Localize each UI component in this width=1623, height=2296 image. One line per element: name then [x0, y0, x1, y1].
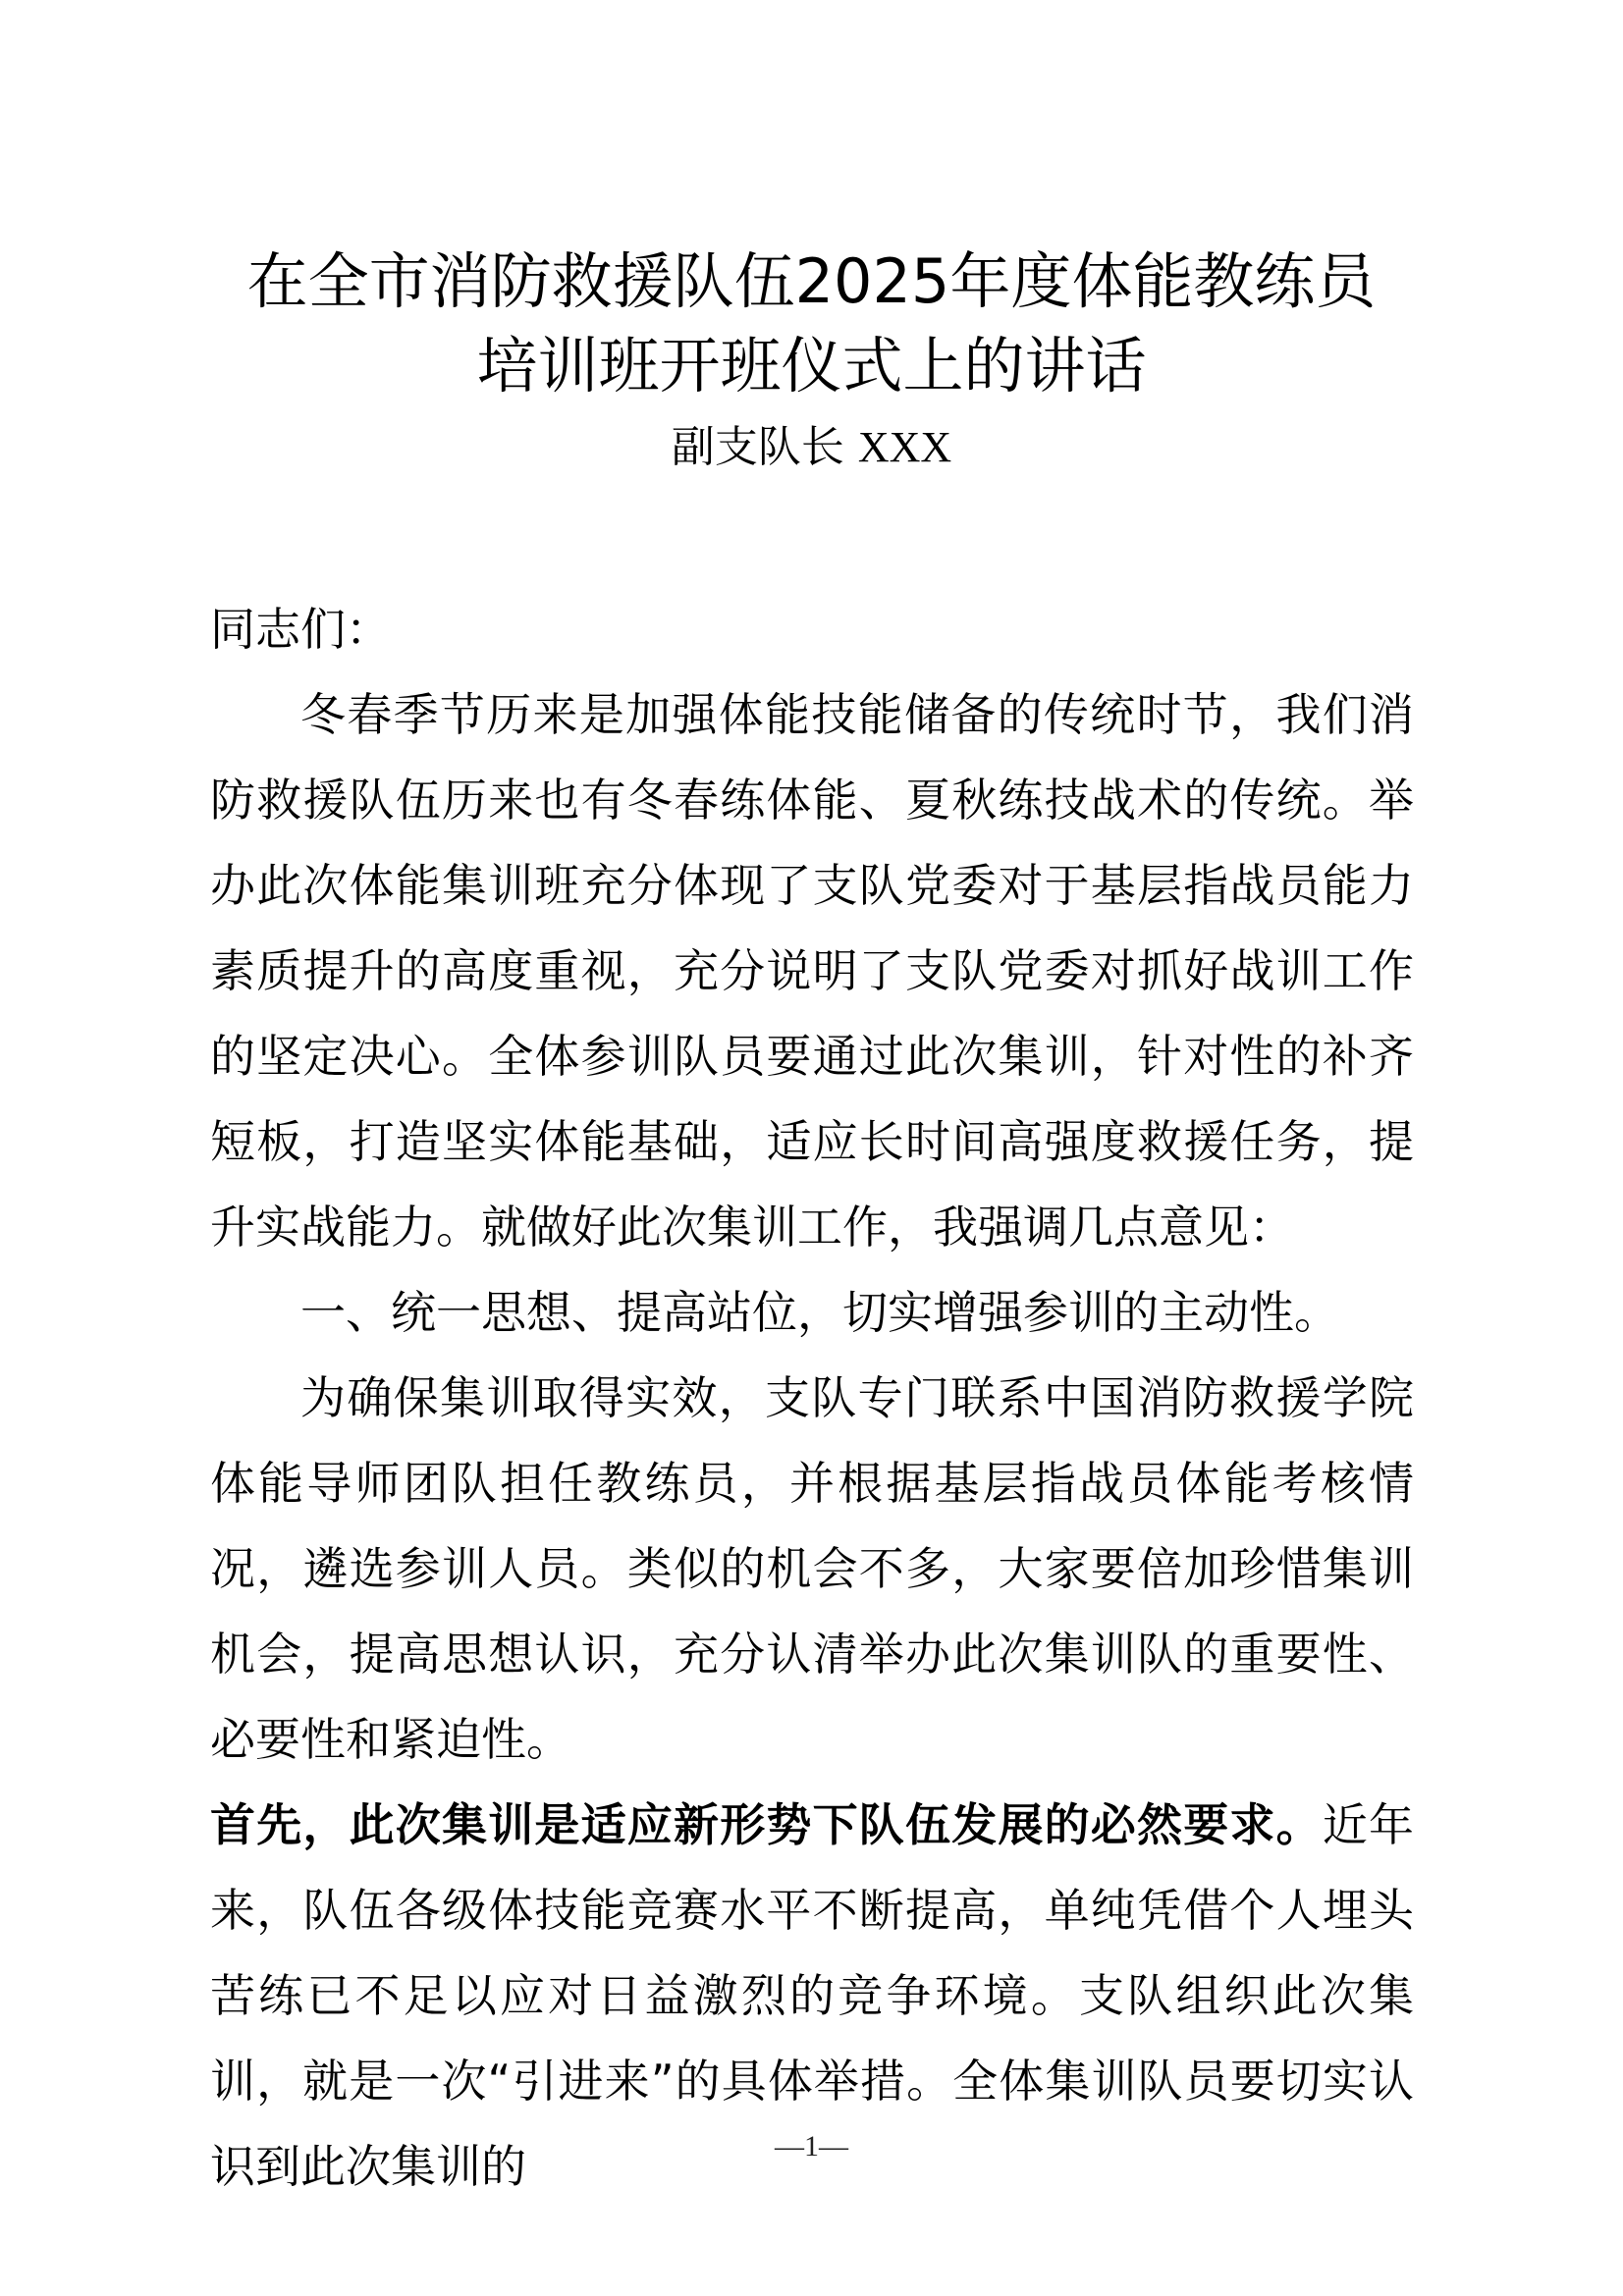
document-title — [0, 240, 1623, 408]
section-heading-1: 一、统一思想、提高站位，切实增强参训的主动性。 — [300, 1286, 1339, 1339]
paragraph-section-1: 为确保集训取得实效，支队专门联系中国消防救援学院体能导师团队担任教练员，并根据基层指战员体能考核情况，遴选参训人员。类似的机会不多，大家要倍加珍惜集训机会，提高思想认识，充分认清举办此次集训队的重要性、必要性和紧迫性。 — [210, 1371, 1414, 1766]
title-line-1: 在全市消防救援队伍2025年度体能教练员 — [246, 245, 1377, 317]
paragraph-intro: 冬春季节历来是加强体能技能储备的传统时节，我们消防救援队伍历来也有冬春练体能、夏秋练技战术的传统。举办此次体能集训班充分体现了支队党委对于基层指战员能力素质提升的高度重视，充分说明了支队党委对抓好战训工作的坚定决心。全体参训队员要通过此次集训，针对性的补齐短板，打造坚实体能基础，适应长时间高强度救援任务，提升实战能力。就做好此次集训工作，我强调几点意见： — [210, 688, 1414, 1254]
salutation: 同志们： — [210, 603, 391, 656]
document-body — [210, 587, 1414, 2210]
author-role: 副支队长 — [671, 422, 844, 472]
first-point-text: 近年来，队伍各级体技能竞赛水平不断提高，单纯凭借个人埋头苦练已不足以应对日益激烈的竞争环境。支队组织此次集训，就是一次“引进来”的具体举措。全体集训队员要切实认识到此次集训的 — [210, 1798, 1415, 2193]
author-line — [0, 418, 1623, 477]
author-name: XXX — [857, 423, 952, 471]
first-point-heading: 首先，此次集训是适应新形势下队伍发展的必然要求。 — [210, 1798, 1323, 1851]
title-line-2: 培训班开班仪式上的讲话 — [476, 330, 1147, 401]
page-number: —1— — [775, 2130, 848, 2163]
